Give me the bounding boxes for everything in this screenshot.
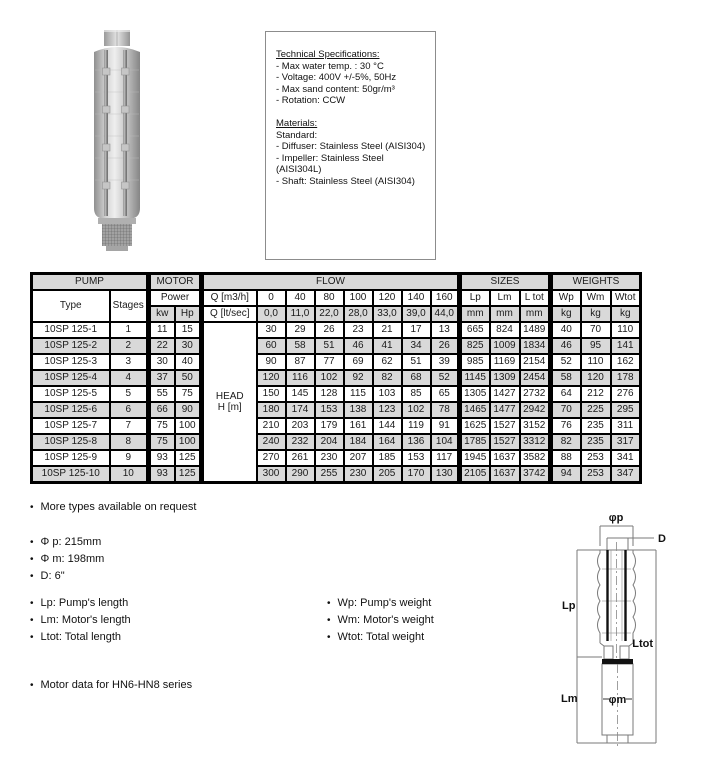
flow-head-m3h: 40 [286, 290, 315, 306]
cell-ltot: 1834 [520, 338, 551, 354]
col-power: Power [149, 290, 202, 306]
cell-wm: 70 [581, 322, 611, 338]
cell-head-160: 91 [431, 418, 460, 434]
cell-head-40: 261 [286, 450, 315, 466]
cell-head-140: 34 [402, 338, 431, 354]
cell-wm: 120 [581, 370, 611, 386]
cell-hp: 100 [175, 418, 202, 434]
cell-hp: 15 [175, 322, 202, 338]
table-row [32, 386, 641, 402]
col-wtot: Wtot [611, 290, 641, 306]
cell-head-120: 144 [373, 418, 402, 434]
cell-head-80: 204 [315, 434, 344, 450]
cell-type: 10SP 125-2 [32, 338, 110, 354]
cell-head-140: 119 [402, 418, 431, 434]
cell-lp: 1945 [460, 450, 490, 466]
cell-head-0: 210 [257, 418, 286, 434]
unit-kg: kg [551, 306, 581, 322]
diagram-label-d: D [658, 533, 666, 545]
cell-stages: 7 [110, 418, 149, 434]
cell-lm: 1009 [490, 338, 520, 354]
cell-head-40: 116 [286, 370, 315, 386]
cell-wm: 253 [581, 450, 611, 466]
cell-wtot: 178 [611, 370, 641, 386]
cell-head-140: 136 [402, 434, 431, 450]
cell-head-100: 138 [344, 402, 373, 418]
unit-kg: kg [611, 306, 641, 322]
cell-head-100: 23 [344, 322, 373, 338]
table-row [32, 370, 641, 386]
cell-wm: 225 [581, 402, 611, 418]
cell-head-40: 58 [286, 338, 315, 354]
cell-type: 10SP 125-7 [32, 418, 110, 434]
cell-stages: 9 [110, 450, 149, 466]
cell-lm: 1637 [490, 450, 520, 466]
col-wm: Wm [581, 290, 611, 306]
cell-hp: 50 [175, 370, 202, 386]
table-row [32, 354, 641, 370]
cell-wtot: 276 [611, 386, 641, 402]
cell-head-40: 29 [286, 322, 315, 338]
flow-head-m3h: 120 [373, 290, 402, 306]
cell-stages: 6 [110, 402, 149, 418]
cell-hp: 75 [175, 386, 202, 402]
table-row [32, 466, 641, 483]
cell-head-140: 102 [402, 402, 431, 418]
cell-head-140: 68 [402, 370, 431, 386]
cell-hp: 40 [175, 354, 202, 370]
cell-head-100: 46 [344, 338, 373, 354]
cell-lm: 824 [490, 322, 520, 338]
cell-type: 10SP 125-4 [32, 370, 110, 386]
col-stages: Stages [110, 290, 149, 322]
cell-kw: 93 [149, 466, 175, 483]
table-row [32, 338, 641, 354]
section-pump: PUMP [32, 274, 149, 291]
cell-lp: 1305 [460, 386, 490, 402]
cell-kw: 75 [149, 434, 175, 450]
note-phi-p: • Φ p: 215mm [30, 534, 104, 551]
flow-head-ltsec: 22,0 [315, 306, 344, 322]
cell-head-100: 230 [344, 466, 373, 483]
cell-type: 10SP 125-9 [32, 450, 110, 466]
spec-line: - Voltage: 400V +/-5%, 50Hz [276, 72, 397, 84]
cell-stages: 2 [110, 338, 149, 354]
flow-head-m3h: 160 [431, 290, 460, 306]
col-q-m3h: Q [m3/h] [202, 290, 257, 306]
cell-head-0: 30 [257, 322, 286, 338]
cell-wp: 82 [551, 434, 581, 450]
cell-wm: 110 [581, 354, 611, 370]
flow-head-ltsec: 39,0 [402, 306, 431, 322]
cell-wtot: 110 [611, 322, 641, 338]
head-column-label: HEAD H [m] [202, 322, 257, 483]
flow-head-m3h: 100 [344, 290, 373, 306]
cell-kw: 37 [149, 370, 175, 386]
cell-wp: 64 [551, 386, 581, 402]
cell-ltot: 2942 [520, 402, 551, 418]
cell-wtot: 341 [611, 450, 641, 466]
pump-strainer-mesh [102, 224, 132, 246]
cell-lp: 1145 [460, 370, 490, 386]
section-motor: MOTOR [149, 274, 202, 291]
cell-type: 10SP 125-6 [32, 402, 110, 418]
cell-head-160: 117 [431, 450, 460, 466]
diagram-label-ltot: Ltot [632, 638, 653, 650]
cell-wm: 253 [581, 466, 611, 483]
note-dimensions [30, 534, 104, 585]
cell-head-140: 51 [402, 354, 431, 370]
pump-photo [90, 30, 144, 251]
flow-head-ltsec: 28,0 [344, 306, 373, 322]
unit-mm: mm [460, 306, 490, 322]
cell-head-0: 300 [257, 466, 286, 483]
diagram-label-phi-p: φp [608, 512, 624, 524]
cell-wm: 212 [581, 386, 611, 402]
cell-lm: 1527 [490, 418, 520, 434]
cell-lp: 1625 [460, 418, 490, 434]
diagram-label-lp: Lp [562, 600, 576, 612]
cell-ltot: 3152 [520, 418, 551, 434]
cell-wtot: 141 [611, 338, 641, 354]
cell-ltot: 3582 [520, 450, 551, 466]
cell-head-0: 150 [257, 386, 286, 402]
cell-head-100: 69 [344, 354, 373, 370]
table-row [32, 450, 641, 466]
cell-ltot: 2454 [520, 370, 551, 386]
cell-head-160: 65 [431, 386, 460, 402]
spec-box [265, 31, 436, 260]
cell-lp: 665 [460, 322, 490, 338]
cell-wp: 40 [551, 322, 581, 338]
flow-head-m3h: 140 [402, 290, 431, 306]
cell-head-160: 26 [431, 338, 460, 354]
cell-lp: 825 [460, 338, 490, 354]
cell-head-120: 103 [373, 386, 402, 402]
cell-ltot: 1489 [520, 322, 551, 338]
cell-stages: 4 [110, 370, 149, 386]
cell-head-0: 270 [257, 450, 286, 466]
cell-head-40: 203 [286, 418, 315, 434]
col-lp: Lp [460, 290, 490, 306]
flow-head-m3h: 0 [257, 290, 286, 306]
cell-head-160: 104 [431, 434, 460, 450]
cell-head-80: 153 [315, 402, 344, 418]
diagram-label-lm: Lm [561, 693, 578, 705]
section-sizes: SIZES [460, 274, 551, 291]
cell-head-120: 41 [373, 338, 402, 354]
cell-type: 10SP 125-3 [32, 354, 110, 370]
dimension-diagram [544, 498, 706, 772]
note-more-types: • More types available on request [30, 499, 196, 516]
cell-lm: 1477 [490, 402, 520, 418]
cell-head-40: 87 [286, 354, 315, 370]
note-motor-series: • Motor data for HN6-HN8 series [30, 677, 192, 694]
cell-head-40: 174 [286, 402, 315, 418]
cell-ltot: 3312 [520, 434, 551, 450]
cell-head-80: 102 [315, 370, 344, 386]
cell-kw: 66 [149, 402, 175, 418]
cell-ltot: 3742 [520, 466, 551, 483]
cell-head-120: 82 [373, 370, 402, 386]
spec-title: Technical Specifications: [276, 49, 380, 60]
table-row [32, 418, 641, 434]
spec-line: - Max water temp. : 30 °C [276, 60, 384, 72]
col-q-ltsec: Q [lt/sec] [202, 306, 257, 322]
cell-head-0: 90 [257, 354, 286, 370]
cell-head-80: 255 [315, 466, 344, 483]
flow-head-m3h: 80 [315, 290, 344, 306]
cell-head-160: 52 [431, 370, 460, 386]
cell-head-160: 13 [431, 322, 460, 338]
cell-ltot: 2732 [520, 386, 551, 402]
cell-head-160: 78 [431, 402, 460, 418]
cell-head-0: 240 [257, 434, 286, 450]
cell-stages: 3 [110, 354, 149, 370]
cell-head-140: 85 [402, 386, 431, 402]
col-kw: kw [149, 306, 175, 322]
col-wp: Wp [551, 290, 581, 306]
cell-wp: 88 [551, 450, 581, 466]
cell-wm: 235 [581, 434, 611, 450]
cell-ltot: 2154 [520, 354, 551, 370]
cell-head-100: 184 [344, 434, 373, 450]
cell-head-120: 164 [373, 434, 402, 450]
unit-kg: kg [581, 306, 611, 322]
cell-head-40: 232 [286, 434, 315, 450]
diagram-label-phi-m: φm [608, 694, 627, 706]
cell-kw: 22 [149, 338, 175, 354]
spec-line: - Rotation: CCW [276, 95, 346, 107]
cell-head-160: 39 [431, 354, 460, 370]
cell-stages: 8 [110, 434, 149, 450]
cell-head-140: 170 [402, 466, 431, 483]
cell-hp: 125 [175, 450, 202, 466]
col-lm: Lm [490, 290, 520, 306]
cell-wtot: 347 [611, 466, 641, 483]
cell-lp: 2105 [460, 466, 490, 483]
cell-head-100: 161 [344, 418, 373, 434]
flow-head-ltsec: 44,0 [431, 306, 460, 322]
cell-wp: 70 [551, 402, 581, 418]
cell-lm: 1169 [490, 354, 520, 370]
legend-lengths: • Lp: Pump's length • Lm: Motor's length • Ltot: Total length [30, 595, 131, 646]
cell-head-120: 205 [373, 466, 402, 483]
legend-weights: • Wp: Pump's weight • Wm: Motor's weight • Wtot: Total weight [327, 595, 434, 646]
cell-head-100: 92 [344, 370, 373, 386]
table-row [32, 322, 641, 338]
cell-lm: 1427 [490, 386, 520, 402]
flow-head-ltsec: 11,0 [286, 306, 315, 322]
cell-head-140: 17 [402, 322, 431, 338]
cell-lp: 1785 [460, 434, 490, 450]
cell-head-80: 77 [315, 354, 344, 370]
spec-line: - Max sand content: 50gr/m³ [276, 83, 395, 95]
cell-hp: 125 [175, 466, 202, 483]
col-type: Type [32, 290, 110, 322]
unit-mm: mm [520, 306, 551, 322]
cell-head-140: 153 [402, 450, 431, 466]
section-flow: FLOW [202, 274, 460, 291]
cell-wp: 76 [551, 418, 581, 434]
materials-title: Materials: [276, 117, 318, 129]
cell-kw: 93 [149, 450, 175, 466]
cell-kw: 75 [149, 418, 175, 434]
cell-lm: 1637 [490, 466, 520, 483]
material-line: - Shaft: Stainless Steel (AISI304) [276, 175, 415, 187]
pump-body [94, 47, 140, 218]
cell-lm: 1527 [490, 434, 520, 450]
cell-head-120: 123 [373, 402, 402, 418]
cell-kw: 11 [149, 322, 175, 338]
cell-wp: 52 [551, 354, 581, 370]
cell-wp: 46 [551, 338, 581, 354]
cell-wm: 95 [581, 338, 611, 354]
cell-head-120: 21 [373, 322, 402, 338]
unit-mm: mm [490, 306, 520, 322]
cell-head-160: 130 [431, 466, 460, 483]
section-weights: WEIGHTS [551, 274, 641, 291]
cell-wtot: 311 [611, 418, 641, 434]
cell-type: 10SP 125-8 [32, 434, 110, 450]
cell-head-40: 145 [286, 386, 315, 402]
cell-head-40: 290 [286, 466, 315, 483]
cell-head-0: 180 [257, 402, 286, 418]
cell-head-80: 51 [315, 338, 344, 354]
cell-head-100: 115 [344, 386, 373, 402]
cell-lp: 1465 [460, 402, 490, 418]
cell-head-80: 26 [315, 322, 344, 338]
cell-head-120: 62 [373, 354, 402, 370]
cell-wtot: 295 [611, 402, 641, 418]
cell-stages: 1 [110, 322, 149, 338]
cell-hp: 100 [175, 434, 202, 450]
cell-wp: 94 [551, 466, 581, 483]
table-row [32, 434, 641, 450]
col-hp: Hp [175, 306, 202, 322]
cell-stages: 10 [110, 466, 149, 483]
cell-head-80: 230 [315, 450, 344, 466]
cell-stages: 5 [110, 386, 149, 402]
cell-type: 10SP 125-10 [32, 466, 110, 483]
flow-head-ltsec: 33,0 [373, 306, 402, 322]
table-row [32, 402, 641, 418]
cell-lp: 985 [460, 354, 490, 370]
cell-head-0: 120 [257, 370, 286, 386]
pump-table-body [32, 322, 641, 483]
cell-hp: 30 [175, 338, 202, 354]
cell-kw: 55 [149, 386, 175, 402]
cell-lm: 1309 [490, 370, 520, 386]
pump-data-table [30, 272, 642, 484]
cell-kw: 30 [149, 354, 175, 370]
cell-wm: 235 [581, 418, 611, 434]
cell-wtot: 162 [611, 354, 641, 370]
cell-wp: 58 [551, 370, 581, 386]
cell-hp: 90 [175, 402, 202, 418]
cell-wtot: 317 [611, 434, 641, 450]
cell-head-100: 207 [344, 450, 373, 466]
pump-foot [106, 246, 128, 251]
cell-head-80: 128 [315, 386, 344, 402]
cell-head-80: 179 [315, 418, 344, 434]
cell-head-120: 185 [373, 450, 402, 466]
materials-intro: Standard: [276, 129, 318, 141]
flow-head-ltsec: 0,0 [257, 306, 286, 322]
material-line: - Diffuser: Stainless Steel (AISI304) [276, 141, 426, 153]
col-ltot: L tot [520, 290, 551, 306]
note-d: • D: 6" [30, 568, 104, 585]
note-phi-m: • Φ m: 198mm [30, 551, 104, 568]
cell-type: 10SP 125-1 [32, 322, 110, 338]
cell-head-0: 60 [257, 338, 286, 354]
material-line: - Impeller: Stainless Steel (AISI304L) [276, 152, 384, 176]
cell-type: 10SP 125-5 [32, 386, 110, 402]
